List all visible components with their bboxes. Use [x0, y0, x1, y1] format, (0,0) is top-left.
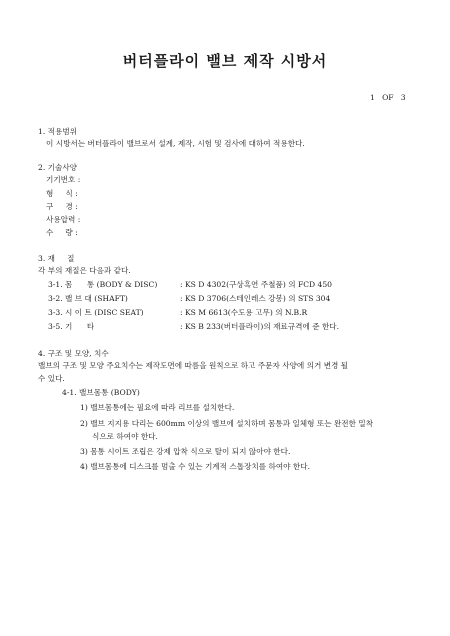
spec-field-equipment-no: 기기번호 : — [46, 175, 81, 184]
section-4-1-heading: 4-1. 밸브몸통 (BODY) — [62, 388, 140, 397]
material-name: 3-2. 밸 브 대 (SHAFT) — [48, 294, 128, 303]
section-4-body-line1: 밸브의 구조 및 모양 주요치수는 제작도면에 따름을 원칙으로 하고 주문자 사양에 의거 변경 될 — [38, 361, 349, 370]
spec-field-pressure: 사용압력 : — [46, 215, 81, 224]
body-requirement-item-continued: 식으로 하여야 한다. — [92, 432, 158, 441]
section-3-intro: 각 부의 재질은 다음과 같다. — [38, 266, 131, 275]
material-name: 3-5. 기 타 — [48, 322, 95, 331]
section-1-heading: 1. 적용범위 — [38, 127, 78, 136]
section-4-heading: 4. 구조 및 모양, 치수 — [38, 349, 109, 358]
body-requirement-item: 2) 밸브 지지용 다리는 600mm 이상의 밸브에 설치하며 몸통과 일체형 또는 완전한 밀착 — [80, 419, 374, 428]
section-2-heading: 2. 기술사양 — [38, 163, 78, 172]
material-spec: : KS B 233(버터플라이)의 재료규격에 준 한다. — [180, 322, 340, 331]
material-name: 3-3. 시 이 트 (DISC SEAT) — [48, 308, 144, 317]
material-name: 3-1. 몸 통 (BODY & DISC) — [48, 280, 158, 289]
spec-field-type: 형 식 : — [46, 189, 78, 198]
spec-field-size: 구 경 : — [46, 202, 78, 211]
page-number: 1 OF 3 — [370, 93, 406, 102]
material-spec: : KS M 6613(수도용 고무) 의 N.B.R — [180, 308, 308, 317]
body-requirement-item: 4) 밸브몸통에 디스크를 멈출 수 있는 기계적 스톱장치를 하여야 한다. — [80, 462, 310, 471]
section-3-heading: 3. 재 질 — [38, 254, 75, 263]
body-requirement-item: 3) 몸통 시이트 조립은 강제 압착 식으로 탈이 되지 않아야 한다. — [80, 447, 291, 456]
spec-field-quantity: 수 량 : — [46, 228, 78, 237]
body-requirement-item: 1) 밸브몸통에는 필요에 따라 리브를 설치한다. — [80, 403, 235, 412]
section-1-body: 이 시방서는 버터플라이 밸브로서 설계, 제작, 시험 및 검사에 대하여 적용한다. — [46, 139, 305, 148]
document-title: 버터플라이 밸브 제작 시방서 — [122, 52, 328, 70]
material-spec: : KS D 3706(스테인레스 강봉) 의 STS 304 — [180, 294, 331, 303]
section-4-body-line2: 수 있다. — [38, 374, 65, 383]
material-spec: : KS D 4302(구상흑연 주철품) 의 FCD 450 — [180, 280, 333, 289]
